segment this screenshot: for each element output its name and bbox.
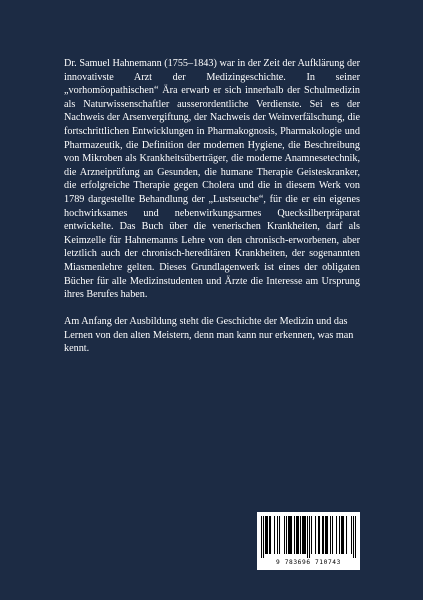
barcode-bar: [355, 516, 356, 558]
barcode-bar: [336, 516, 337, 554]
barcode-bar: [307, 516, 308, 558]
barcode-bar: [342, 516, 343, 554]
barcode-bar: [289, 516, 290, 554]
barcode-bar: [327, 516, 328, 554]
barcode-bar: [343, 516, 344, 554]
barcode-bar: [291, 516, 292, 554]
barcode-bar: [269, 516, 270, 554]
barcode-bar: [302, 516, 303, 554]
barcode-bar: [296, 516, 297, 554]
barcode-bar: [305, 516, 306, 554]
barcode-bar: [297, 516, 298, 554]
barcode-bar: [318, 516, 319, 554]
barcode-bar: [274, 516, 275, 554]
barcode-bar: [353, 516, 354, 558]
barcode-bar: [298, 516, 299, 554]
barcode-bar: [339, 516, 340, 554]
barcode-bar: [326, 516, 327, 554]
barcode-bar: [315, 516, 316, 554]
blurb-text: [64, 57, 360, 356]
barcode-bar: [290, 516, 291, 554]
barcode-bars: [261, 516, 356, 558]
blurb-paragraph-main: Dr. Samuel Hahnemann (1755–1843) war in der Zeit der Aufklärung der innovativste Arzt der Medizingeschichte. In seiner „vorhomöopathischen“ Ära erwarb er sich innerhalb der Schulmedizin als Naturwissenschaftler ausserordentliche Verdienste. Sei es der Nachweis der Arsenvergiftung, der Nachweis der Weinverfälschung, die fortschrittlichen Entwicklungen in Pharmakognosis, Pharmakologie und Pharmazeutik, die Definition der modernen Hygiene, die Beschreibung von Mikroben als Krankheitsüberträger, die moderne Anamnesetechnik, die Arzneiprüfung an Gesunden, die humane Therapie Geisteskranker, die erfolgreiche Therapie gegen Cholera und die in diesem Werk von 1789 dargestellte Behandlung der „Lustseuche“, für die er ein eigenes hochwirksames und nebenwirkungsarmes Quecksilberpräparat entwickelte. Das Buch über die venerischen Krankheiten, darf als Keimzelle für Hahnemanns Lehre von den chronisch-erworbenen, aber letztlich auch der chronisch-hereditären Krankheiten, der sogenannten Miasmenlehre gelten. Dieses Grundlagenwerk ist eines der obligaten Bücher für alle Medizinstudenten und Ärzte die Interesse am Ursprung ihres Berufes haben.: [64, 58, 360, 301]
barcode-bar: [288, 516, 289, 554]
barcode-bar: [294, 516, 295, 554]
barcode-bar: [270, 516, 271, 554]
barcode-bar: [286, 516, 287, 554]
blurb-paragraph-closing: Am Anfang der Ausbildung steht die Geschichte der Medizin und das Lernen von den alten Meistern, denn man kann nur erkennen, was man kennt.: [64, 316, 354, 355]
barcode-bar: [267, 516, 268, 554]
barcode-bar: [346, 516, 347, 554]
barcode-bar: [261, 516, 262, 558]
barcode-bar: [284, 516, 285, 554]
isbn-barcode: [257, 512, 360, 570]
barcode-bar: [265, 516, 266, 554]
barcode-bar: [277, 516, 278, 554]
barcode-bar: [300, 516, 301, 554]
barcode-bar: [279, 516, 280, 554]
barcode-bar: [332, 516, 333, 554]
barcode-bar: [309, 516, 310, 558]
barcode-bar: [341, 516, 342, 554]
barcode-bar: [351, 516, 352, 554]
barcode-bar: [303, 516, 304, 554]
isbn-digits: 9 783696 710743: [276, 559, 341, 566]
barcode-bar: [325, 516, 326, 554]
barcode-bar: [322, 516, 323, 554]
barcode-bar: [330, 516, 331, 554]
barcode-bar: [323, 516, 324, 554]
barcode-bar: [319, 516, 320, 554]
barcode-bar: [263, 516, 264, 558]
barcode-bar: [311, 516, 312, 554]
barcode-bar: [266, 516, 267, 554]
barcode-bar: [304, 516, 305, 554]
